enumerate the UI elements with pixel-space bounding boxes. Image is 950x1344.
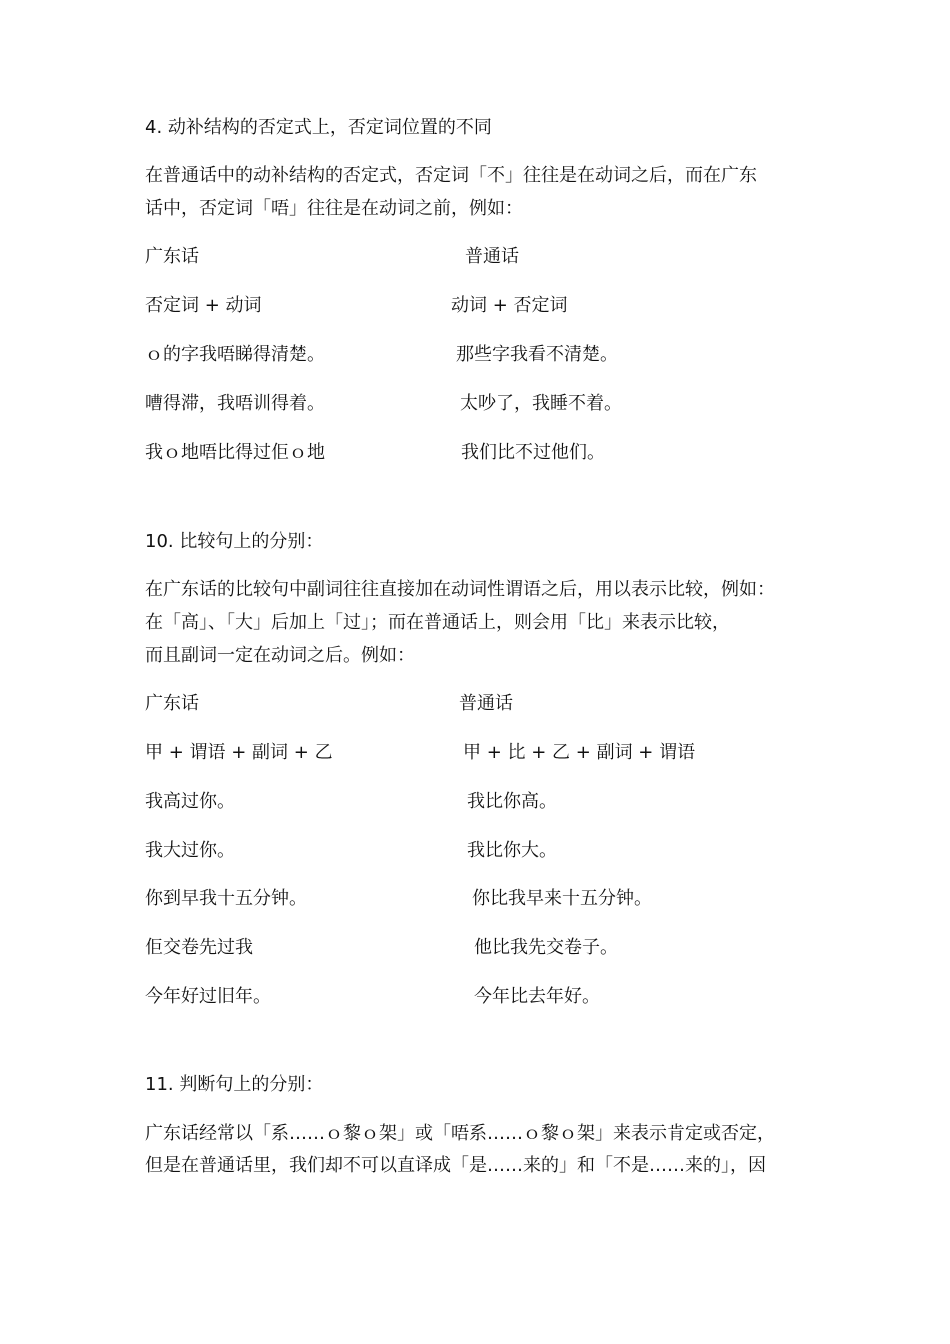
paragraph-line: 话中，否定词「唔」往往是在动词之前，例如： bbox=[145, 198, 523, 219]
table-cell-left: 我ｏ地唔比得过佢ｏ地 bbox=[145, 442, 325, 463]
table-cell-right: 那些字我看不清楚。 bbox=[456, 344, 618, 365]
table-cell-left: 今年好过旧年。 bbox=[145, 986, 271, 1007]
paragraph-line: 而且副词一定在动词之后。例如： bbox=[145, 645, 415, 666]
section-heading: 10. 比较句上的分别： bbox=[145, 531, 324, 552]
table-cell-left: 你到早我十五分钟。 bbox=[145, 888, 307, 909]
paragraph-line: 在普通话中的动补结构的否定式，否定词「不」往往是在动词之后，而在广东 bbox=[145, 165, 757, 186]
table-cell-left: 佢交卷先过我 bbox=[145, 937, 253, 958]
table-cell-right: 他比我先交卷子。 bbox=[474, 937, 618, 958]
paragraph-line: 在「高」、「大」后加上「过」；而在普通话上，则会用「比」来表示比较， bbox=[145, 612, 730, 633]
table-cell-left: 我大过你。 bbox=[145, 840, 235, 861]
table-cell-left: ｏ的字我唔睇得清楚。 bbox=[145, 344, 325, 365]
section-heading: 4. 动补结构的否定式上，否定词位置的不同 bbox=[145, 117, 492, 138]
table-cell-right: 动词 + 否定词 bbox=[451, 295, 568, 316]
table-cell-right: 普通话 bbox=[459, 693, 513, 714]
table-cell-left: 广东话 bbox=[145, 246, 199, 267]
table-cell-right: 你比我早来十五分钟。 bbox=[472, 888, 652, 909]
paragraph-line: 在广东话的比较句中副词往往直接加在动词性谓语之后，用以表示比较，例如： bbox=[145, 579, 775, 600]
table-cell-right: 甲 + 比 + 乙 + 副词 + 谓语 bbox=[463, 742, 696, 763]
table-cell-right: 普通话 bbox=[465, 246, 519, 267]
table-cell-right: 我比你大。 bbox=[467, 840, 557, 861]
table-cell-left: 嘈得滞，我唔训得着。 bbox=[145, 393, 325, 414]
table-cell-right: 今年比去年好。 bbox=[474, 986, 600, 1007]
paragraph-line: 广东话经常以「系……ｏ黎ｏ架」或「唔系……ｏ黎ｏ架」来表示肯定或否定， bbox=[145, 1123, 775, 1144]
table-cell-left: 我高过你。 bbox=[145, 791, 235, 812]
table-cell-left: 广东话 bbox=[145, 693, 199, 714]
table-cell-right: 我比你高。 bbox=[467, 791, 557, 812]
table-cell-left: 否定词 + 动词 bbox=[145, 295, 262, 316]
table-cell-left: 甲 + 谓语 + 副词 + 乙 bbox=[145, 742, 333, 763]
table-cell-right: 太吵了，我睡不着。 bbox=[460, 393, 622, 414]
section-heading: 11. 判断句上的分别： bbox=[145, 1074, 324, 1095]
table-cell-right: 我们比不过他们。 bbox=[461, 442, 605, 463]
paragraph-line: 但是在普通话里，我们却不可以直译成「是……来的」和「不是……来的」，因 bbox=[145, 1155, 766, 1176]
